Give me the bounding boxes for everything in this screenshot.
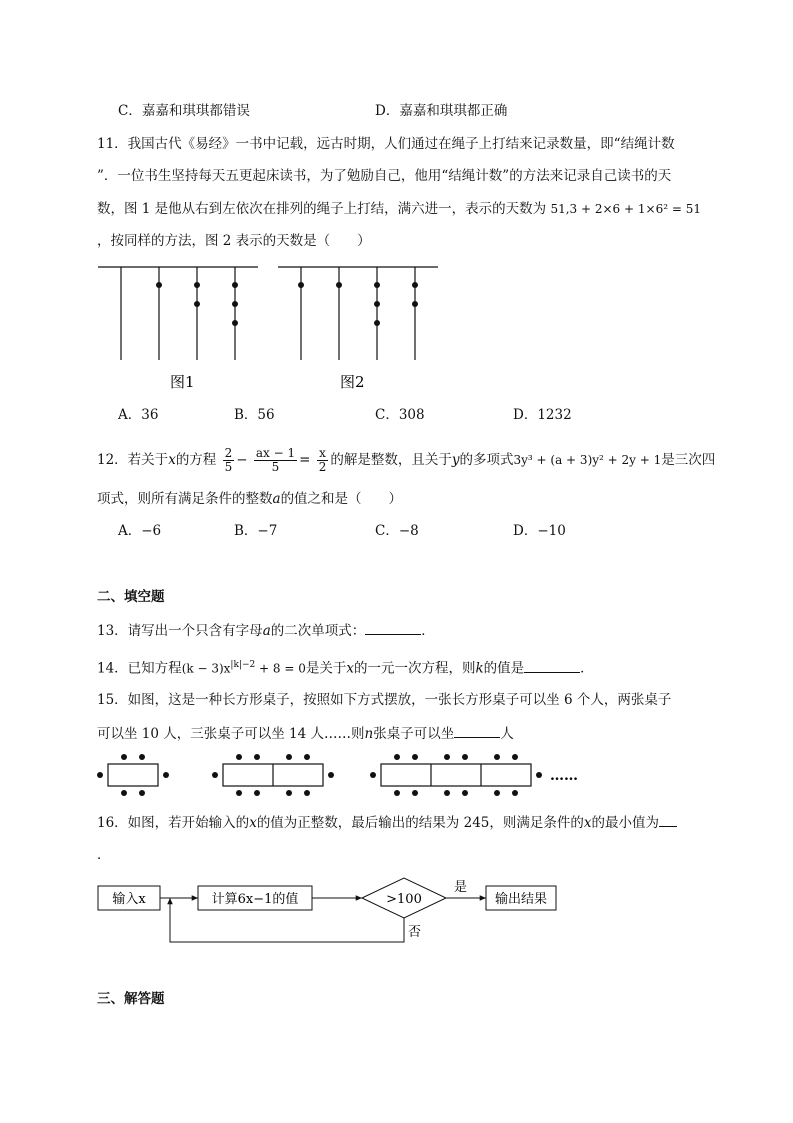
seat-top	[512, 754, 518, 760]
q12-option-c: C．−8	[375, 523, 419, 539]
seat-left	[370, 772, 376, 778]
seat-left	[212, 772, 218, 778]
seat-bottom	[394, 790, 400, 796]
flow-input-label: 输入x	[112, 892, 146, 907]
table-group-1	[108, 764, 158, 786]
q11-figure-2	[278, 267, 438, 360]
q11-line1: 11．我国古代《易经》一书中记载，远古时期，人们通过在绳子上打结来记录数量，即“结绳计数	[97, 136, 675, 152]
q13-line: 13．请写出一个只含有字母a的二次单项式： ．	[97, 620, 435, 641]
flow-yes-label: 是	[454, 880, 468, 895]
fig2-knot	[374, 301, 380, 307]
q15-line2: 可以坐 10 人，三张桌子可以坐 14 人……则n张桌子可以坐 人	[97, 723, 514, 744]
q11-option-a: A．36	[118, 407, 159, 423]
q12-option-b: B．−7	[234, 523, 278, 539]
fig2-knot	[336, 282, 342, 288]
fig2-knot	[412, 301, 418, 307]
fig1-knot	[232, 320, 238, 326]
q12-option-a: A．−6	[118, 523, 162, 539]
seat-top	[394, 754, 400, 760]
q16-blank[interactable]	[659, 812, 677, 827]
seat-top	[304, 754, 310, 760]
fig1-knot	[194, 282, 200, 288]
q10-option-d: D．嘉嘉和琪琪都正确	[375, 103, 508, 119]
q11-figures	[90, 255, 450, 395]
fig2-knot	[298, 282, 304, 288]
seat-top	[462, 754, 468, 760]
q10-option-c: C．嘉嘉和琪琪都错误	[118, 103, 250, 119]
flow-output-label: 输出结果	[494, 892, 548, 907]
q16-line2: ．	[97, 847, 111, 863]
fig1-knot	[194, 301, 200, 307]
q11-line3: 数，图 1 是他从右到左依次在排列的绳子上打结，满六进一，表示的天数为 51,3 + 2×6 + 1×6² = 51	[97, 201, 701, 217]
seat-top	[236, 754, 242, 760]
seat-bottom	[254, 790, 260, 796]
q11-option-c: C．308	[375, 407, 425, 423]
flow-no-label: 否	[408, 925, 422, 940]
q11-line2: ”．一位书生坚持每天五更起床读书，为了勉励自己，他用“结绳计数”的方法来记录自己读书的天	[97, 168, 672, 184]
seat-bottom	[121, 790, 127, 796]
seat-bottom	[139, 790, 145, 796]
fig2-label: 图2	[340, 373, 365, 391]
seat-left	[97, 772, 103, 778]
q15-ellipsis: ……	[550, 768, 578, 784]
seat-top	[412, 754, 418, 760]
seat-bottom	[512, 790, 518, 796]
fig1-knot	[232, 301, 238, 307]
seat-bottom	[494, 790, 500, 796]
q13-blank[interactable]	[365, 620, 421, 635]
seat-top	[286, 754, 292, 760]
q11-option-d: D．1232	[513, 407, 572, 423]
seat-top	[444, 754, 450, 760]
seat-bottom	[236, 790, 242, 796]
fig2-knot	[412, 282, 418, 288]
seat-top	[139, 754, 145, 760]
q14-blank[interactable]	[524, 658, 580, 673]
section-2-heading: 二、填空题	[97, 589, 165, 605]
section-3-heading: 三、解答题	[97, 991, 165, 1007]
seat-right	[163, 772, 169, 778]
seat-bottom	[412, 790, 418, 796]
flow-calc-label: 计算6x−1的值	[211, 892, 299, 907]
seat-right	[328, 772, 334, 778]
table-group-3	[381, 764, 531, 786]
q15-tables-figure	[90, 752, 610, 804]
seat-top	[254, 754, 260, 760]
q12-option-d: D．−10	[513, 523, 566, 539]
q12-line2: 项式，则所有满足条件的整数a的值之和是（ ）	[97, 491, 403, 507]
q16-flowchart	[90, 870, 570, 950]
q16-line1: 16．如图，若开始输入的x的值为正整数，最后输出的结果为 245，则满足条件的x的最小值为	[97, 812, 677, 833]
seat-bottom	[286, 790, 292, 796]
q14-line: 14．已知方程$(k - 3)x^{|k|-2} + 8 = 0$是关于x的一元一次方程，则k的值是 ．	[97, 655, 594, 679]
fig2-knot	[374, 320, 380, 326]
seat-bottom	[444, 790, 450, 796]
q15-line1: 15．如图，这是一种长方形桌子，按照如下方式摆放，一张长方形桌子可以坐 6 个人，两张桌子	[97, 692, 672, 708]
seat-top	[494, 754, 500, 760]
fig1-knot	[156, 282, 162, 288]
q11-figure-1	[98, 267, 258, 360]
fig1-knot	[232, 282, 238, 288]
flow-decision-label: >100	[386, 892, 422, 907]
fig2-knot	[374, 282, 380, 288]
seat-bottom	[462, 790, 468, 796]
q11-line4: ，按同样的方法，图 2 表示的天数是（ ）	[97, 233, 371, 249]
q11-formula: 51,3 + 2×6 + 1×6² = 51	[550, 202, 701, 216]
seat-right	[536, 772, 542, 778]
q15-blank[interactable]	[454, 723, 500, 738]
q12-line1: 12．若关于x的方程 $\frac{2}{5}$ − $\frac{ax - 1}{5}$ = $\frac{x}{2}$ 的解是整数，且关于y的多项式3y³ + (a + 3)y² + 2y + 1是三次四	[97, 446, 716, 474]
seat-top	[121, 754, 127, 760]
q11-option-b: B．56	[234, 407, 275, 423]
fig1-label: 图1	[170, 373, 195, 391]
seat-bottom	[304, 790, 310, 796]
